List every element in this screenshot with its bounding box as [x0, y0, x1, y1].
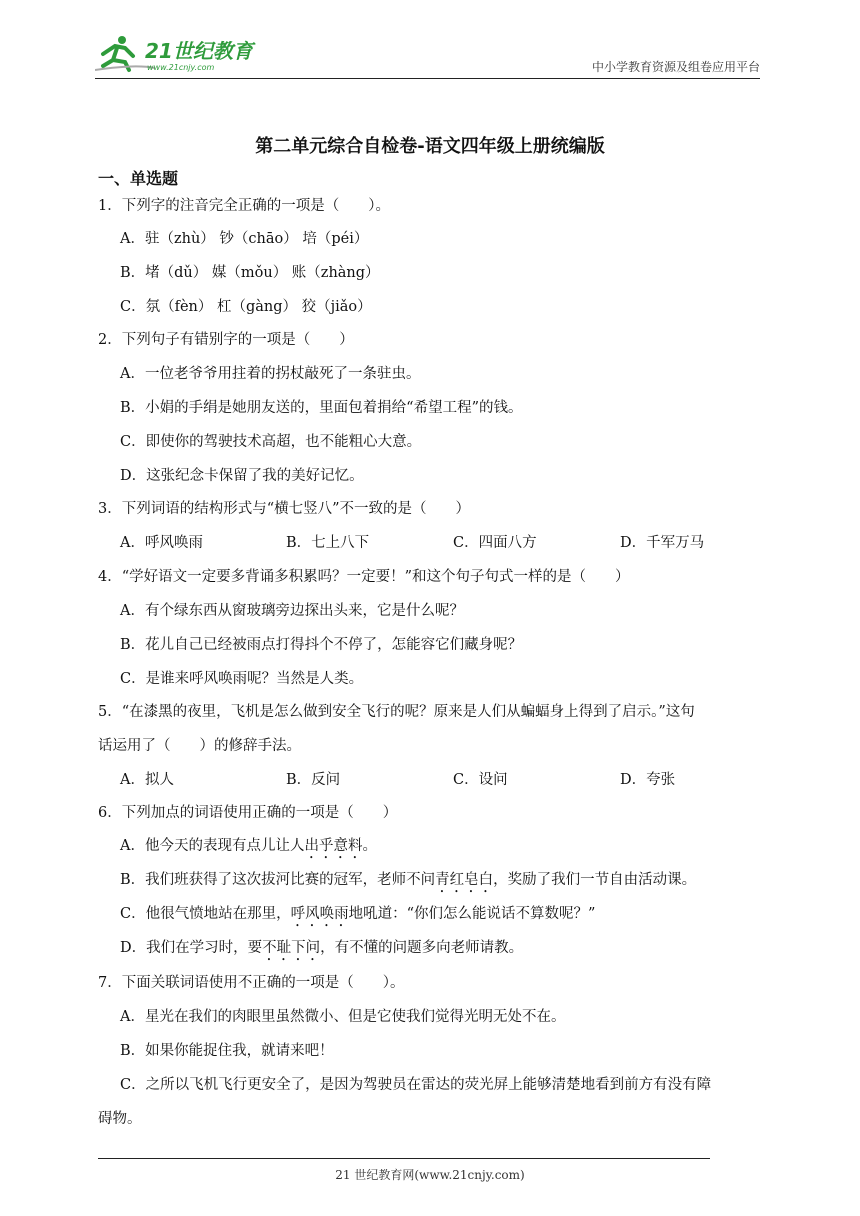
- question-5-option-b: B．反问: [286, 772, 341, 788]
- question-7-option-a: A．星光在我们的肉眼里虽然微小、但是它使我们觉得光明无处不在。: [120, 1009, 566, 1025]
- header-divider: [95, 78, 760, 79]
- emphasized-phrase: 呼风唤雨: [290, 906, 349, 922]
- question-2-option-d: D．这张纪念卡保留了我的美好记忆。: [120, 468, 364, 484]
- question-6-option-c: C．他很气愤地站在那里，呼风唤雨地吼道：“你们怎么能说话不算数呢？”: [120, 906, 596, 922]
- question-3-options: [120, 533, 760, 553]
- emphasized-phrase: 青红皂白: [435, 872, 494, 888]
- question-2-stem: 2．下列句子有错别字的一项是（ ）: [98, 332, 354, 348]
- question-6-option-d: D．我们在学习时，要不耻下问，有不懂的问题多向老师请教。: [120, 940, 524, 956]
- question-3-stem: 3．下列词语的结构形式与“横七竖八”不一致的是（ ）: [98, 501, 471, 517]
- platform-name: 中小学教育资源及组卷应用平台: [591, 60, 760, 74]
- page-title: 第二单元综合自检卷-语文四年级上册统编版: [255, 136, 605, 157]
- svg-text:www.21cnjy.com: www.21cnjy.com: [147, 63, 215, 72]
- question-3-option-c: C．四面八方: [453, 535, 537, 551]
- question-4-option-b: B．花儿自己已经被雨点打得抖个不停了，怎能容它们藏身呢？: [120, 637, 523, 653]
- question-1-option-b: B．堵（dǔ） 媒（mǒu） 账（zhàng）: [120, 265, 380, 281]
- question-7-option-b: B．如果你能捉住我，就请来吧！: [120, 1043, 334, 1059]
- question-4-stem: 4．“学好语文一定要多背诵多积累吗？一定要！”和这个句子句式一样的是（ ）: [98, 569, 630, 585]
- section-heading: 一、单选题: [98, 169, 179, 188]
- question-3-option-d: D．千军万马: [620, 535, 705, 551]
- emphasized-phrase: 不耻下问: [262, 940, 321, 956]
- question-7-option-c-line1: C．之所以飞机飞行更安全了，是因为驾驶员在雷达的荧光屏上能够清楚地看到前方有没有障: [120, 1077, 712, 1093]
- question-5-option-c: C．设问: [453, 772, 508, 788]
- question-7-stem: 7．下面关联词语使用不正确的一项是（ ）。: [98, 975, 405, 991]
- page-header: [95, 30, 760, 78]
- svg-text:21世纪教育: 21世纪教育: [145, 39, 253, 63]
- question-6-option-b: B．我们班获得了这次拔河比赛的冠军，老师不问青红皂白，奖励了我们一节自由活动课。: [120, 872, 697, 888]
- question-5-stem-line1: 5．“在漆黑的夜里，飞机是怎么做到安全飞行的呢？原来是人们从蝙蝠身上得到了启示。”这句: [98, 704, 695, 720]
- site-logo: [95, 34, 265, 74]
- question-1-option-c: C．氛（fèn） 杠（gàng） 狡（jiǎo）: [120, 299, 372, 315]
- question-6-stem: 6．下列加点的词语使用正确的一项是（ ）: [98, 805, 398, 821]
- question-5-option-a: A．拟人: [120, 772, 174, 788]
- question-5-option-d: D．夸张: [620, 772, 676, 788]
- emphasized-phrase: 出乎意料: [304, 838, 363, 854]
- page-footer: 21 世纪教育网(www.21cnjy.com): [335, 1168, 525, 1182]
- question-6-option-a: A．他今天的表现有点儿让人出乎意料。: [120, 838, 377, 854]
- question-3-option-a: A．呼风唤雨: [120, 535, 203, 551]
- question-3-option-b: B．七上八下: [286, 535, 370, 551]
- question-7-option-c-line2: 碍物。: [98, 1111, 142, 1127]
- footer-divider: [98, 1158, 710, 1159]
- question-2-option-b: B．小娟的手绢是她朋友送的，里面包着捐给“希望工程”的钱。: [120, 400, 523, 416]
- question-4-option-c: C．是谁来呼风唤雨呢？当然是人类。: [120, 671, 364, 687]
- question-1-stem: 1．下列字的注音完全正确的一项是（ ）。: [98, 198, 390, 214]
- question-4-option-a: A．有个绿东西从窗玻璃旁边探出头来，它是什么呢？: [120, 603, 464, 619]
- question-2-option-c: C．即使你的驾驶技术高超，也不能粗心大意。: [120, 434, 422, 450]
- question-5-options: [120, 770, 760, 790]
- question-1-option-a: A．驻（zhù） 钞（chāo） 培（péi）: [120, 231, 369, 247]
- question-5-stem-line2: 话运用了（ ）的修辞手法。: [98, 738, 301, 754]
- question-2-option-a: A．一位老爷爷用拄着的拐杖敲死了一条驻虫。: [120, 366, 421, 382]
